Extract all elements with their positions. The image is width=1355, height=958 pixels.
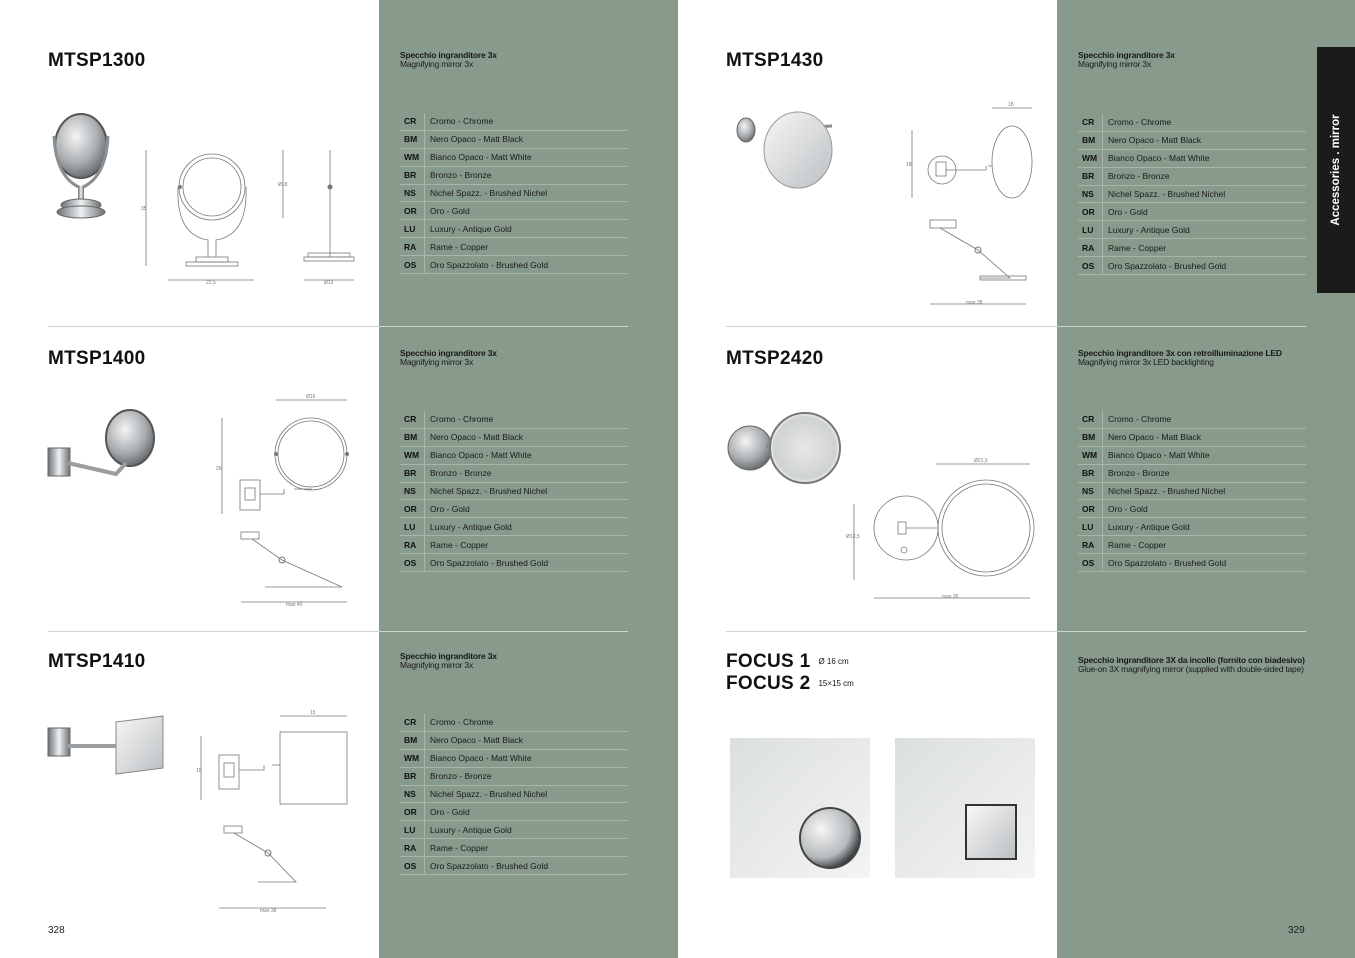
section-tab[interactable] bbox=[1317, 47, 1355, 293]
finish-row bbox=[1078, 168, 1306, 186]
product-title bbox=[400, 349, 640, 367]
separator bbox=[48, 326, 628, 327]
title-english: Magnifying mirror 3x bbox=[1078, 59, 1151, 69]
finish-code: CR bbox=[400, 714, 425, 731]
separator bbox=[48, 631, 628, 632]
title-italian: Specchio ingranditore 3x bbox=[400, 651, 497, 661]
finish-code: LU bbox=[400, 220, 425, 237]
finish-row bbox=[400, 554, 628, 572]
product-title bbox=[400, 51, 640, 69]
finish-code: RA bbox=[1078, 239, 1103, 256]
finish-code: CR bbox=[1078, 114, 1103, 131]
product-code-focus2: FOCUS 2 15×15 cm bbox=[726, 673, 854, 694]
dim-width: 22,5 bbox=[206, 280, 216, 286]
dim-width: 15 bbox=[310, 710, 316, 716]
finish-row bbox=[400, 768, 628, 786]
product-title bbox=[1078, 51, 1318, 69]
dim-width: 18 bbox=[1008, 102, 1014, 108]
finish-name: Rame - Copper bbox=[430, 241, 489, 252]
finish-row bbox=[400, 536, 628, 554]
finish-code: BM bbox=[400, 429, 425, 446]
dim-diameter: Ø16 bbox=[306, 394, 316, 400]
finish-code: BM bbox=[1078, 132, 1103, 149]
product-title bbox=[1078, 349, 1318, 367]
dim-max: max 35 bbox=[942, 594, 959, 600]
dim-height: 35 bbox=[141, 206, 147, 212]
finish-code: BR bbox=[1078, 168, 1103, 185]
finish-code: OS bbox=[1078, 554, 1103, 571]
product-code-mtsp1430: MTSP1430 bbox=[726, 50, 824, 71]
finish-code: LU bbox=[400, 821, 425, 838]
title-english: Magnifying mirror 3x bbox=[400, 59, 473, 69]
title-italian: Specchio ingranditore 3x bbox=[400, 50, 497, 60]
dim-base-diameter: Ø13 bbox=[324, 280, 334, 286]
finish-name: Rame - Copper bbox=[1108, 539, 1167, 550]
finish-name: Cromo - Chrome bbox=[430, 717, 494, 728]
finish-row bbox=[1078, 114, 1306, 132]
finish-name: Luxury - Antique Gold bbox=[430, 223, 512, 234]
dim-height: 26 bbox=[216, 466, 222, 472]
finish-code: OR bbox=[400, 803, 425, 820]
finish-row bbox=[400, 821, 628, 839]
dim-height: Ø13,5 bbox=[846, 534, 860, 540]
finish-code: BM bbox=[400, 131, 425, 148]
finish-code: CR bbox=[400, 113, 425, 130]
finish-code: OS bbox=[400, 554, 425, 571]
product-photo-focus2 bbox=[895, 738, 1035, 878]
finish-row bbox=[1078, 465, 1306, 483]
finish-name: Oro - Gold bbox=[430, 503, 470, 514]
finish-code: CR bbox=[1078, 411, 1103, 428]
finish-name: Nichel Spazz. - Brushed Nichel bbox=[430, 188, 548, 198]
finish-row bbox=[400, 465, 628, 483]
finish-name: Bronzo - Bronze bbox=[1108, 468, 1170, 479]
finish-name: Bronzo - Bronze bbox=[430, 771, 492, 782]
finish-name: Nero Opaco - Matt Black bbox=[430, 432, 524, 443]
product-code-mtsp1400: MTSP1400 bbox=[48, 348, 146, 369]
finish-name: Nero Opaco - Matt Black bbox=[430, 735, 524, 746]
finish-row bbox=[1078, 518, 1306, 536]
finish-name: Bianco Opaco - Matt White bbox=[1108, 450, 1210, 461]
finish-table-mtsp2420 bbox=[1078, 411, 1306, 572]
finish-name: Cromo - Chrome bbox=[430, 414, 494, 425]
finish-row bbox=[400, 750, 628, 768]
finish-name: Nichel Spazz. - Brushed Nichel bbox=[430, 486, 548, 496]
finish-row bbox=[400, 483, 628, 501]
technical-drawing-mtsp2420 bbox=[844, 456, 1040, 606]
finish-code: BR bbox=[1078, 465, 1103, 482]
finish-name: Oro Spazzolato - Brushed Gold bbox=[430, 557, 549, 568]
finish-code: RA bbox=[400, 238, 425, 255]
finish-table-mtsp1410 bbox=[400, 714, 628, 875]
finish-code: BR bbox=[400, 768, 425, 785]
dim-height: 18 bbox=[906, 162, 912, 168]
finish-name: Cromo - Chrome bbox=[1108, 414, 1172, 425]
page-number-left: 328 bbox=[48, 925, 65, 936]
finish-code: NS bbox=[1078, 483, 1103, 500]
finish-name: Nichel Spazz. - Brushed Nichel bbox=[430, 789, 548, 799]
finish-code: BR bbox=[400, 167, 425, 184]
finish-name: Nero Opaco - Matt Black bbox=[430, 134, 524, 145]
product-photo-focus1 bbox=[730, 738, 870, 878]
finish-name: Luxury - Antique Gold bbox=[1108, 224, 1190, 235]
finish-name: Nichel Spazz. - Brushed Nichel bbox=[1108, 189, 1226, 199]
finish-code: WM bbox=[400, 149, 425, 166]
dim-diameter: Ø21,5 bbox=[974, 458, 988, 464]
finish-name: Nero Opaco - Matt Black bbox=[1108, 135, 1202, 146]
page-number-right: 329 bbox=[1288, 925, 1305, 936]
finish-code: OR bbox=[1078, 500, 1103, 517]
finish-code: NS bbox=[1078, 186, 1103, 203]
finish-code: RA bbox=[400, 536, 425, 553]
product-code-focus1: FOCUS 1 Ø 16 cm bbox=[726, 651, 849, 672]
finish-name: Bronzo - Bronze bbox=[430, 468, 492, 479]
finish-row bbox=[1078, 429, 1306, 447]
finish-row bbox=[400, 185, 628, 203]
technical-drawing-mtsp1400 bbox=[214, 392, 354, 612]
dim-max: max 38 bbox=[966, 300, 983, 306]
finish-code: OR bbox=[1078, 203, 1103, 220]
finish-row bbox=[400, 411, 628, 429]
finish-name: Luxury - Antique Gold bbox=[430, 824, 512, 835]
dim-height: 15 bbox=[196, 768, 202, 774]
finish-name: Rame - Copper bbox=[430, 842, 489, 853]
finish-name: Bronzo - Bronze bbox=[430, 170, 492, 181]
finish-row bbox=[400, 714, 628, 732]
product-title bbox=[1078, 656, 1328, 674]
technical-drawing-mtsp1430 bbox=[900, 100, 1040, 312]
finish-row bbox=[1078, 411, 1306, 429]
finish-row bbox=[400, 149, 628, 167]
product-photo-mtsp1300 bbox=[46, 108, 126, 223]
finish-code: LU bbox=[1078, 221, 1103, 238]
finish-row bbox=[1078, 483, 1306, 501]
finish-name: Rame - Copper bbox=[1108, 242, 1167, 253]
finish-table-mtsp1300 bbox=[400, 113, 628, 274]
separator bbox=[726, 326, 1306, 327]
finish-name: Cromo - Chrome bbox=[430, 116, 494, 127]
finish-name: Oro - Gold bbox=[1108, 206, 1148, 217]
finish-code: CR bbox=[400, 411, 425, 428]
finish-name: Cromo - Chrome bbox=[1108, 117, 1172, 128]
finish-row bbox=[400, 256, 628, 274]
finish-code: OR bbox=[400, 202, 425, 219]
finish-row bbox=[1078, 536, 1306, 554]
finish-code: RA bbox=[400, 839, 425, 856]
title-italian: Specchio ingranditore 3x bbox=[1078, 50, 1175, 60]
finish-code: OS bbox=[1078, 257, 1103, 274]
finish-code: OS bbox=[400, 857, 425, 874]
finish-name: Bianco Opaco - Matt White bbox=[430, 152, 532, 163]
finish-code: OR bbox=[400, 500, 425, 517]
product-photo-mtsp2420 bbox=[726, 408, 846, 488]
product-photo-mtsp1400 bbox=[46, 408, 166, 488]
technical-drawing-mtsp1410 bbox=[196, 708, 356, 918]
product-code-mtsp1300: MTSP1300 bbox=[48, 50, 146, 71]
finish-row bbox=[400, 732, 628, 750]
finish-name: Luxury - Antique Gold bbox=[1108, 521, 1190, 532]
finish-row bbox=[1078, 150, 1306, 168]
finish-row bbox=[1078, 132, 1306, 150]
title-english: Magnifying mirror 3x LED backlighting bbox=[1078, 357, 1214, 367]
finish-row bbox=[1078, 203, 1306, 221]
finish-row bbox=[1078, 239, 1306, 257]
finish-code: RA bbox=[1078, 536, 1103, 553]
title-english: Glue-on 3X magnifying mirror (supplied with double-sided tape) bbox=[1078, 664, 1304, 674]
finish-code: BR bbox=[400, 465, 425, 482]
finish-code: LU bbox=[400, 518, 425, 535]
finish-name: Luxury - Antique Gold bbox=[430, 521, 512, 532]
finish-row bbox=[400, 447, 628, 465]
product-code-mtsp1410: MTSP1410 bbox=[48, 651, 146, 672]
finish-name: Bianco Opaco - Matt White bbox=[1108, 153, 1210, 164]
finish-row bbox=[400, 839, 628, 857]
finish-row bbox=[400, 238, 628, 256]
title-italian: Specchio ingranditore 3x con retroilluminazione LED bbox=[1078, 348, 1282, 358]
separator bbox=[726, 631, 1306, 632]
finish-name: Nero Opaco - Matt Black bbox=[1108, 432, 1202, 443]
finish-code: NS bbox=[400, 483, 425, 500]
finish-code: BM bbox=[400, 732, 425, 749]
finish-row bbox=[400, 518, 628, 536]
technical-drawing-mtsp1300 bbox=[138, 140, 368, 290]
focus2-size: 15×15 cm bbox=[818, 679, 854, 689]
finish-row bbox=[1078, 500, 1306, 518]
finish-row bbox=[400, 857, 628, 875]
finish-name: Bianco Opaco - Matt White bbox=[430, 450, 532, 461]
finish-row bbox=[1078, 257, 1306, 275]
finish-row bbox=[1078, 554, 1306, 572]
finish-code: OS bbox=[400, 256, 425, 273]
finish-name: Oro Spazzolato - Brushed Gold bbox=[1108, 557, 1227, 568]
finish-row bbox=[400, 429, 628, 447]
finish-name: Rame - Copper bbox=[430, 539, 489, 550]
finish-code: WM bbox=[1078, 447, 1103, 464]
title-italian: Specchio ingranditore 3X da incollo (fornito con biadesivo) bbox=[1078, 655, 1305, 665]
finish-name: Bianco Opaco - Matt White bbox=[430, 753, 532, 764]
finish-row bbox=[400, 220, 628, 238]
finish-code: WM bbox=[400, 750, 425, 767]
finish-code: LU bbox=[1078, 518, 1103, 535]
finish-name: Oro - Gold bbox=[430, 205, 470, 216]
title-english: Magnifying mirror 3x bbox=[400, 357, 473, 367]
product-photo-mtsp1410 bbox=[46, 712, 166, 782]
finish-name: Oro Spazzolato - Brushed Gold bbox=[430, 259, 549, 270]
finish-row bbox=[1078, 221, 1306, 239]
finish-code: NS bbox=[400, 185, 425, 202]
dim-max: max 40 bbox=[286, 602, 303, 608]
dim-max: max 38 bbox=[260, 908, 277, 914]
finish-code: NS bbox=[400, 786, 425, 803]
finish-row bbox=[400, 500, 628, 518]
product-code-mtsp2420: MTSP2420 bbox=[726, 348, 824, 369]
finish-name: Oro Spazzolato - Brushed Gold bbox=[430, 860, 549, 871]
finish-name: Nichel Spazz. - Brushed Nichel bbox=[1108, 486, 1226, 496]
finish-row bbox=[400, 202, 628, 220]
finish-row bbox=[400, 113, 628, 131]
finish-row bbox=[400, 167, 628, 185]
finish-row bbox=[1078, 186, 1306, 204]
finish-code: WM bbox=[1078, 150, 1103, 167]
finish-name: Oro - Gold bbox=[1108, 503, 1148, 514]
finish-name: Oro Spazzolato - Brushed Gold bbox=[1108, 260, 1227, 271]
finish-table-mtsp1430 bbox=[1078, 114, 1306, 275]
title-english: Magnifying mirror 3x bbox=[400, 660, 473, 670]
finish-code: WM bbox=[400, 447, 425, 464]
finish-row bbox=[400, 803, 628, 821]
section-tab-label: Accessories . mirror bbox=[1330, 114, 1342, 226]
finish-row bbox=[400, 131, 628, 149]
product-title bbox=[400, 652, 640, 670]
focus1-size: Ø 16 cm bbox=[818, 657, 849, 667]
finish-row bbox=[400, 786, 628, 804]
product-photo-mtsp1430 bbox=[734, 108, 844, 190]
title-italian: Specchio ingranditore 3x bbox=[400, 348, 497, 358]
finish-name: Bronzo - Bronze bbox=[1108, 171, 1170, 182]
dim-diameter: Ø18 bbox=[278, 182, 288, 188]
finish-name: Oro - Gold bbox=[430, 806, 470, 817]
finish-row bbox=[1078, 447, 1306, 465]
finish-table-mtsp1400 bbox=[400, 411, 628, 572]
finish-code: BM bbox=[1078, 429, 1103, 446]
